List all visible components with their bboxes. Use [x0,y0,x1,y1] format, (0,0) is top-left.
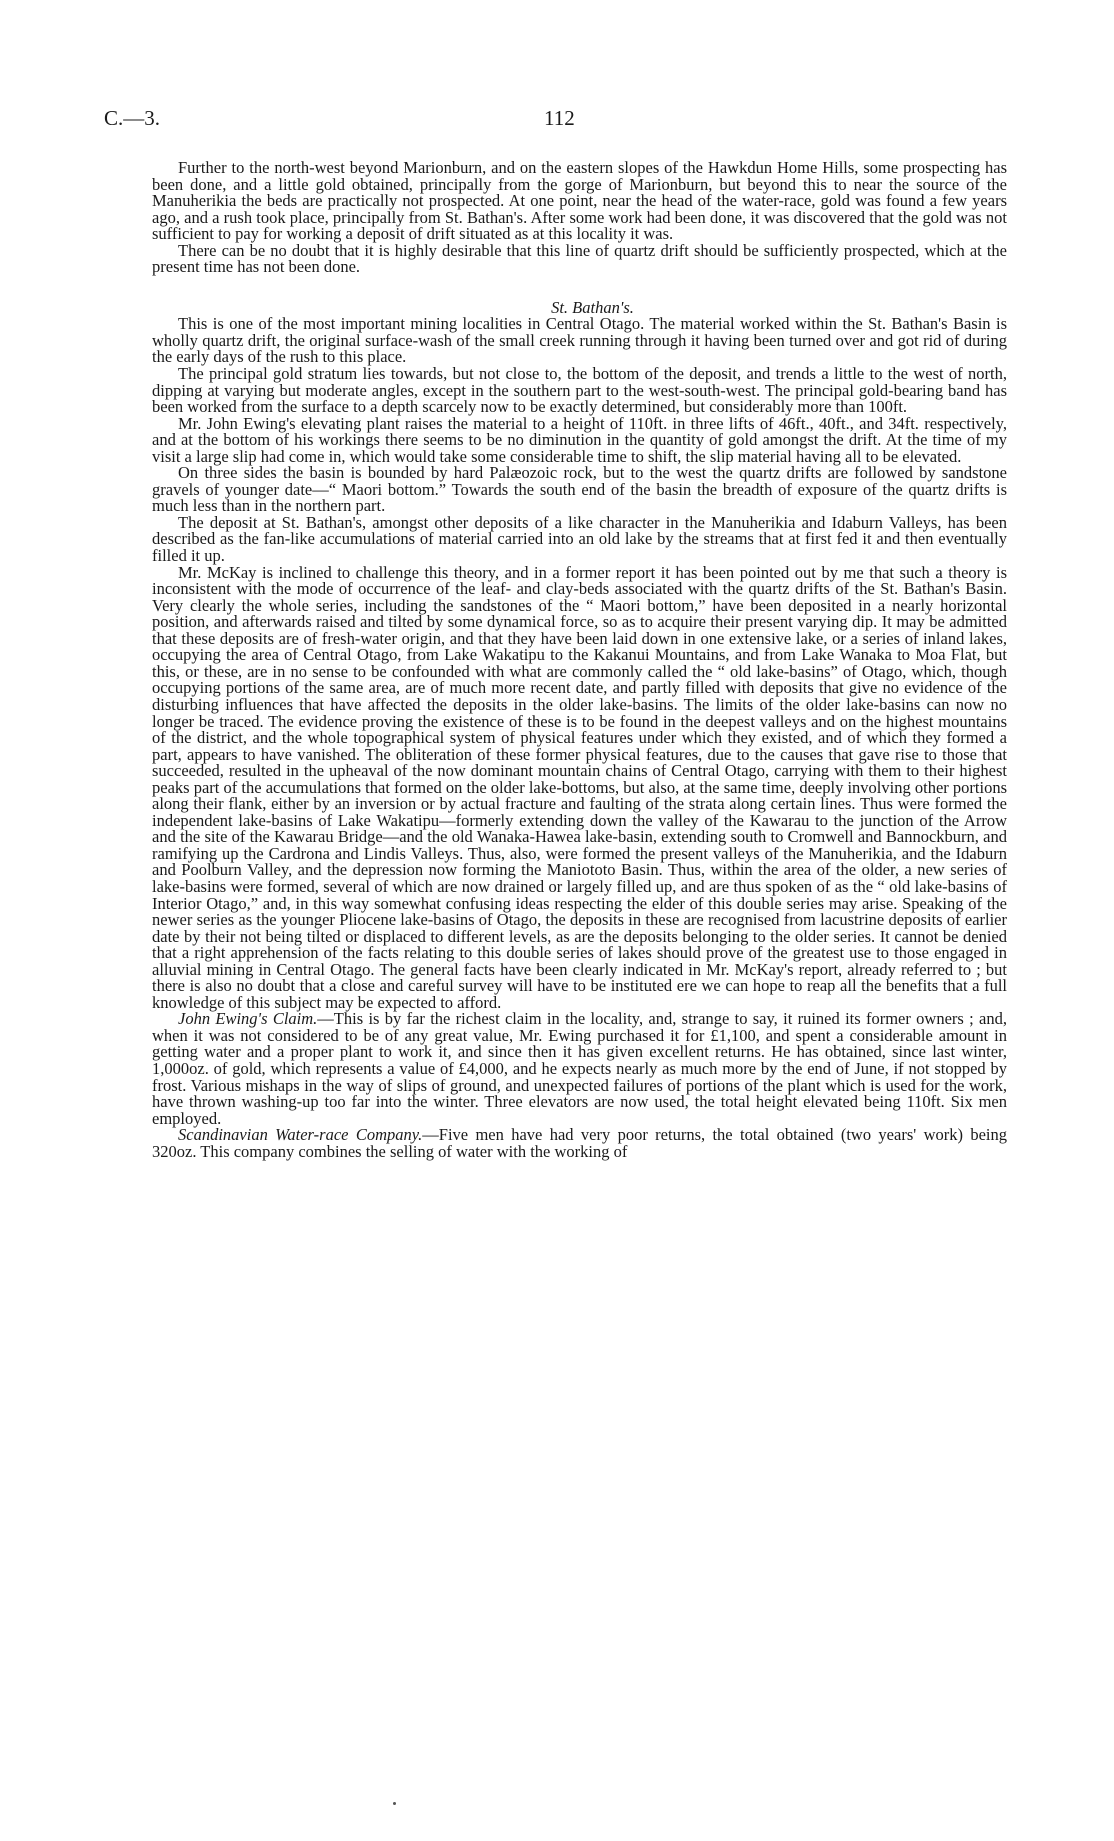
claim-paragraph-john-ewing [152,1011,1007,1127]
section-heading-st-bathans: St. Bathan's. [551,297,634,317]
page-speck [393,1802,396,1805]
claim-paragraph-scandinavian [152,1127,1007,1160]
claim-name: Scandinavian Water-race Company. [178,1125,423,1145]
document-body [152,160,1007,1160]
st-bathans-paragraph-1: This is one of the most important mining localities in Central Otago. The material worked within the St. Bathan's Basin is wholly quartz drift, the original surface-wash of the small creek running through it having been turned over and got rid of during the early days of the rush to this place. [152,314,1007,367]
intro-paragraph-2: There can be no doubt that it is highly desirable that this line of quartz drift should be sufficiently prospected, which at the present time has not been done. [152,240,1007,277]
claim-name: John Ewing's Claim. [178,1009,318,1029]
st-bathans-paragraph-5: The deposit at St. Bathan's, amongst other deposits of a like character in the Manuherikia and Idaburn Valleys, has been described as the fan-like accumulations of material carried into an old lake by the streams that at first fed it and then eventually filled it up. [152,512,1007,566]
st-bathans-paragraph-2: The principal gold stratum lies towards, but not close to, the bottom of the deposit, and trends a little to the west of north, dipping at varying but moderate angles, except in the southern part to the west-south-west. The principal gold-bearing band has been worked from the surface to a depth scarcely now to be exactly determined, but considerably more than 100ft. [152,364,1007,417]
intro-paragraph-1: Further to the north-west beyond Marionburn, and on the eastern slopes of the Hawkdun Home Hills, some prospecting has been done, and a little gold obtained, principally from the gorge of Marionburn, but beyond this to near the source of the Manuherikia the beds are practically not prospected. At one point, near the head of the water-race, gold was found a few years ago, and a rush took place, principally from St. Bathan's. After some work had been done, it was discovered that the gold was not sufficient to pay for working a deposit of drift situated as at this locality it was. [152,158,1007,244]
document-reference: C.—3. [104,106,161,130]
claim-text: —Five men have had very poor returns, the total obtained (two years' work) being 320oz. This company combines the selling of water with the working of [152,1125,1007,1161]
page-header [104,106,1016,142]
st-bathans-paragraph-3: Mr. John Ewing's elevating plant raises the material to a height of 110ft. in three lifts of 46ft., 40ft., and 34ft. respectively, and at the bottom of his workings there seems to be no diminution in the quantity of gold amongst the drift. At the time of my visit a large slip had come in, which would take some considerable time to shift, the slip material having all to be elevated. [152,413,1007,466]
st-bathans-paragraph-6: Mr. McKay is inclined to challenge this theory, and in a former report it has been pointed out by me that such a theory is inconsistent with the mode of occurrence of the leaf- and clay-beds associated with the quartz drifts of the St. Bathan's Basin. Very clearly the whole series, including the sandstones of the “ Maori bottom,” have been deposited in a nearly horizontal position, and afterwards raised and tilted by some dynamical force, so as to acquire their present varying dip. It may be admitted that these deposits are of fresh-water origin, and that they have been laid down in one extensive lake, or a series of inland lakes, occupying the area of Central Otago, from Lake Wakatipu to the Kakanui Mountains, and from Lake Wanaka to Moa Flat, but this, or these, are in no sense to be confounded with what are commonly called the “ old lake-basins” of Otago, which, though occupying portions of the same area, are of much more recent date, and partly filled with deposits that give no evidence of the disturbing influences that have affected the deposits in the older lake-basins. The limits of the older lake-basins can now no longer be traced. The evidence proving the existence of these is to be found in the deepest valleys and on the highest mountains of the district, and the whole topographical system of physical features under which they existed, and of which they formed a part, appears to have vanished. The obliteration of these former physical features, due to the causes that gave rise to those that succeeded, resulted in the upheaval of the now dominant mountain chains of Central Otago, carrying with them to their highest peaks part of the accumulations that formed on the older lake-bottoms, but also, at the same time, deeply involving other portions along their flank, either by an inversion or by actual fracture and faulting of the strata along certain lines. Thus were formed the independent lake-basins of Lake Wakatipu—formerly extending down the valley of the Kawarau to the junction of the Arrow and the site of the Kawarau Bridge—and the old Wanaka-Hawea lake-basin, extending south to Cromwell and Bannockburn, and ramifying up the Cardrona and Lindis Valleys. Thus, also, were formed the present valleys of the Manuherikia, and the Idaburn and Poolburn Valley, and the depression now forming the Maniototo Basin. Thus, within the area of the older, a new series of lake-basins were formed, several of which are now drained or largely filled up, and are thus spoken of as the “ old lake-basins of Interior Otago,” and, in this way somewhat confusing ideas respecting the elder of this double series may arise. Speaking of the newer series as the younger Pliocene lake-basins of Otago, the deposits in these are recognised from lacustrine deposits of earlier date by their not being tilted or displaced to different levels, as are the deposits belonging to the older series. It cannot be denied that a right apprehension of the facts relating to this double series of lakes should prove of the greatest use to those engaged in alluvial mining in Central Otago. The general facts have been clearly indicated in Mr. McKay's report, already referred to ; but there is also no doubt that a close and careful survey will have to be instituted ere we can hope to reap all the benefits that a full knowledge of this subject may be expected to afford. [152,562,1007,1012]
claim-text: —This is by far the richest claim in the locality, and, strange to say, it ruined its former owners ; and, when it was not considered to be of any great value, Mr. Ewing purchased it for £1,100, and spent a considerable amount in getting water and a proper plant to work it, and since then it has given excellent returns. He has obtained, since last winter, 1,000oz. of gold, which represents a value of £4,000, and he expects nearly as much more by the end of June, if not stopped by frost. Various mishaps in the way of slips of ground, and unexpected failures of portions of the plant which is used for the work, have thrown washing-up too far into the winter. Three elevators are now used, the total height elevated being 110ft. Six men employed. [152,1009,1007,1128]
page-number: 112 [544,106,575,130]
st-bathans-paragraph-4: On three sides the basin is bounded by hard Palæozoic rock, but to the west the quartz drifts are followed by sandstone gravels of younger date—“ Maori bottom.” Towards the south end of the basin the breadth of exposure of the quartz drifts is much less than in the northern part. [152,463,1007,516]
